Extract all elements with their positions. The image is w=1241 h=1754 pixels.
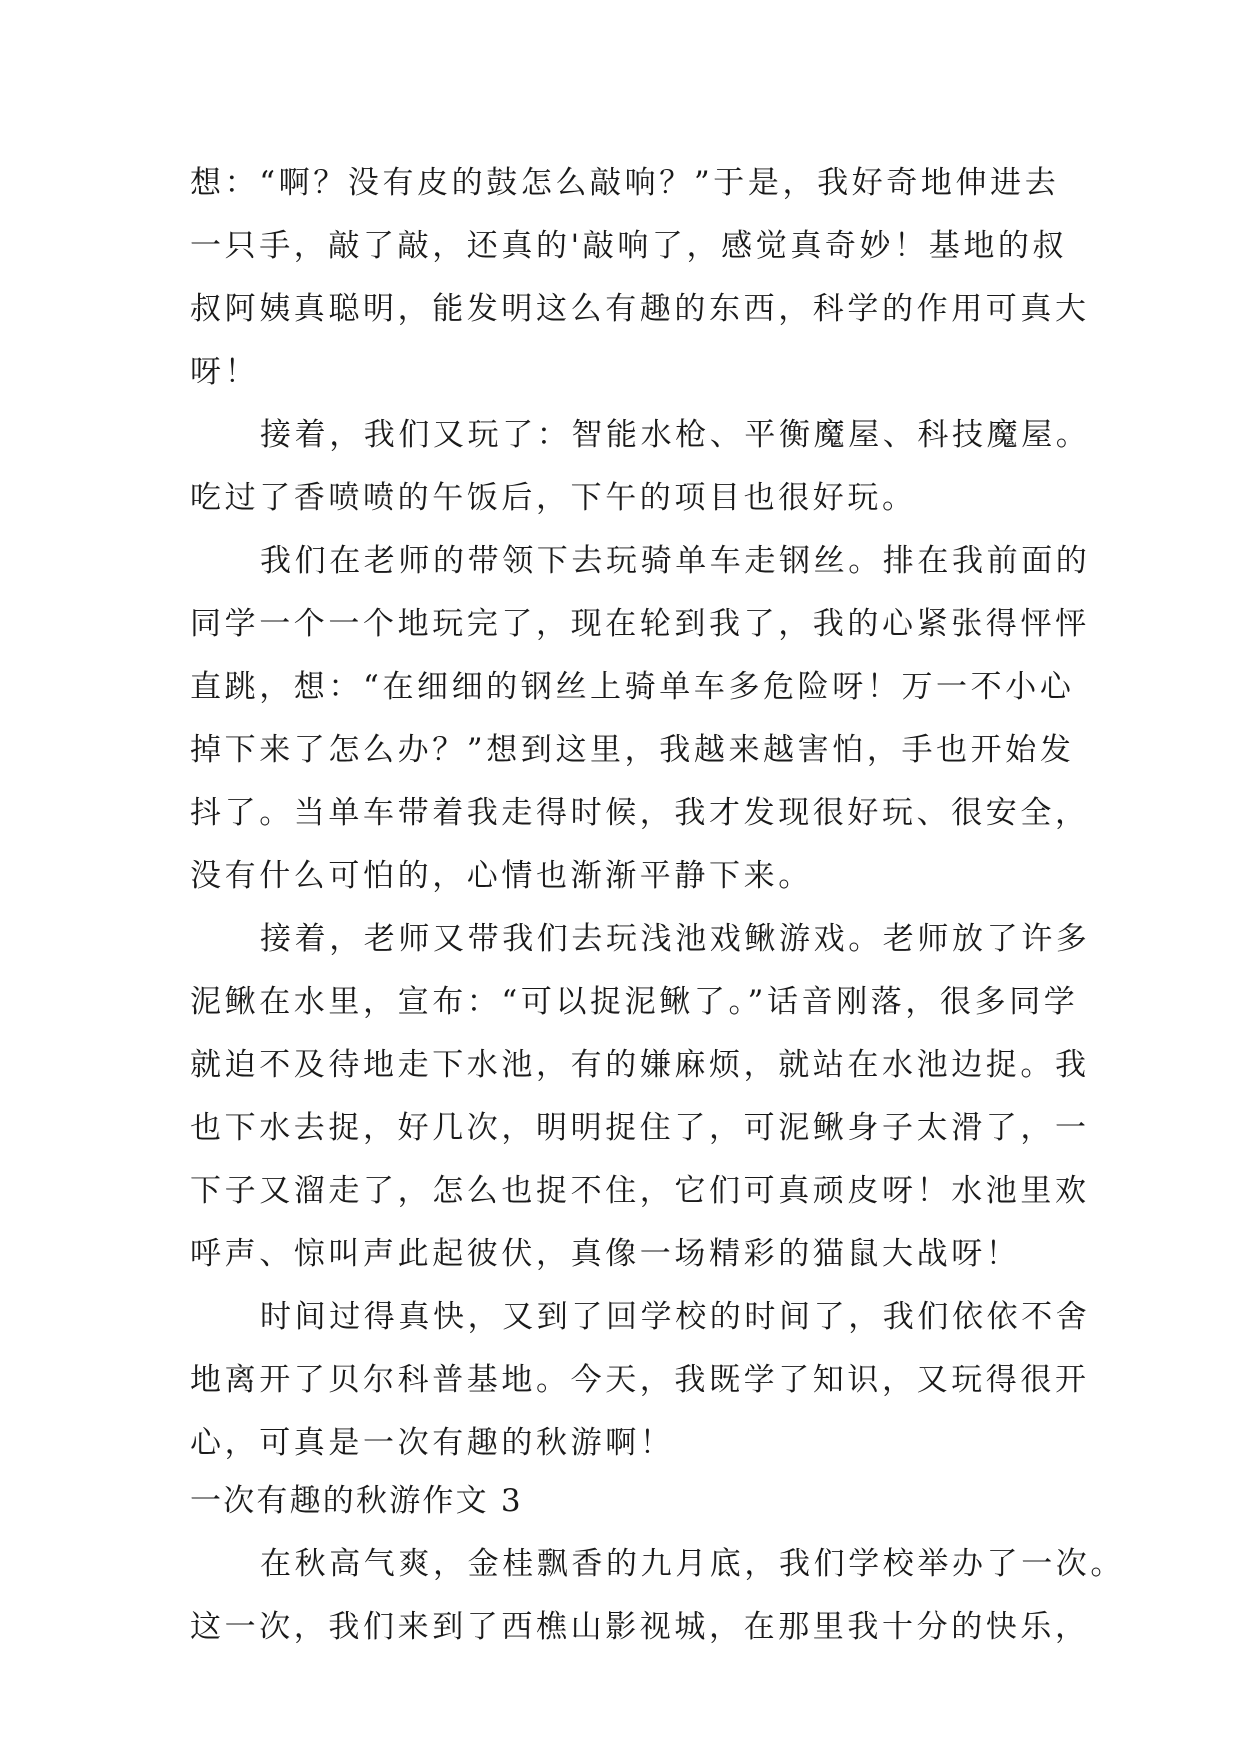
text-line-21: 心，可真是一次有趣的秋游啊！ [190,1425,675,1461]
text-line-19: 时间过得真快，又到了回学校的时间了，我们依依不舍 [260,1299,1091,1335]
text-line-3: 叔阿姨真聪明，能发明这么有趣的东西，科学的作用可真大 [190,291,1090,327]
text-line-14: 泥鳅在水里，宣布：“可以捉泥鳅了。”话音刚落，很多同学 [190,984,1079,1020]
text-line-5: 接着，我们又玩了：智能水枪、平衡魔屋、科技魔屋。 [260,417,1091,453]
text-line-16: 也下水去捉，好几次，明明捉住了，可泥鳅身子太滑了，一 [190,1110,1090,1146]
text-line-4: 呀！ [190,354,260,390]
text-line-13: 接着，老师又带我们去玩浅池戏鳅游戏。老师放了许多 [260,921,1091,957]
section-title: 一次有趣的秋游作文 3 [190,1483,523,1519]
text-line-23: 在秋高气爽，金桂飘香的九月底，我们学校举办了一次。 [260,1546,1125,1582]
text-line-17: 下子又溜走了，怎么也捉不住，它们可真顽皮呀！水池里欢 [190,1173,1090,1209]
text-line-7: 我们在老师的带领下去玩骑单车走钢丝。排在我前面的 [260,543,1091,579]
text-line-18: 呼声、惊叫声此起彼伏，真像一场精彩的猫鼠大战呀！ [190,1236,1021,1272]
text-line-20: 地离开了贝尔科普基地。今天，我既学了知识，又玩得很开 [190,1362,1090,1398]
text-line-12: 没有什么可怕的，心情也渐渐平静下来。 [190,858,813,894]
text-line-24: 这一次，我们来到了西樵山影视城，在那里我十分的快乐， [190,1609,1090,1645]
text-line-15: 就迫不及待地走下水池，有的嫌麻烦，就站在水池边捉。我 [190,1047,1090,1083]
document-body [190,152,1125,1659]
text-line-8: 同学一个一个地玩完了，现在轮到我了，我的心紧张得怦怦 [190,606,1090,642]
text-line-1: 想：“啊？没有皮的鼓怎么敲响？”于是，我好奇地伸进去 [190,165,1060,201]
text-line-9: 直跳，想：“在细细的钢丝上骑单车多危险呀！万一不小心 [190,669,1075,705]
text-line-11: 抖了。当单车带着我走得时候，我才发现很好玩、很安全， [190,795,1090,831]
text-line-2: 一只手，敲了敲，还真的'敲响了，感觉真奇妙！基地的叔 [190,228,1068,264]
text-line-6: 吃过了香喷喷的午饭后，下午的项目也很好玩。 [190,480,917,516]
text-line-10: 掉下来了怎么办？”想到这里，我越来越害怕，手也开始发 [190,732,1075,768]
